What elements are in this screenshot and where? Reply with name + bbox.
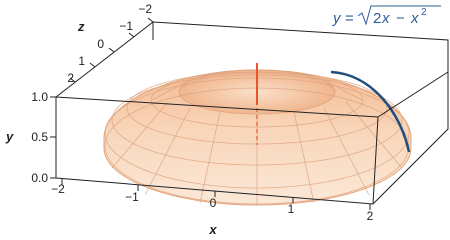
y-axis-label: y [6,129,14,144]
equation-equals: = [345,10,354,27]
z-tick-label: 1 [78,54,85,68]
x-tick-label: 0 [209,196,217,210]
y-tick-label: 0.5 [31,130,48,144]
y-tick-label: 1.0 [31,90,48,104]
y-axis-tick-labels [31,90,48,185]
x-tick-label: −2 [51,182,65,196]
equation-variable: x [382,10,390,27]
z-axis-tick-labels [67,2,152,85]
equation-coefficient: 2 [373,10,382,27]
z-tick-label: −1 [119,19,133,33]
y-axis-ticks [50,97,56,178]
x-tick-label: −1 [125,190,139,204]
z-axis-label: z [78,19,85,34]
equation-lhs: y [333,10,341,27]
x-axis-label: x [209,222,217,237]
equation-exponent: 2 [421,7,427,18]
equation-variable: x [411,10,419,27]
z-tick-label: −2 [138,2,152,16]
equation-label [332,6,441,27]
z-tick-label: 0 [97,37,104,51]
x-tick-label: 1 [287,202,295,216]
x-tick-label: 2 [366,209,374,223]
z-tick-label: 2 [67,71,74,85]
equation-minus: − [396,10,405,27]
y-tick-label: 0.0 [31,171,48,185]
